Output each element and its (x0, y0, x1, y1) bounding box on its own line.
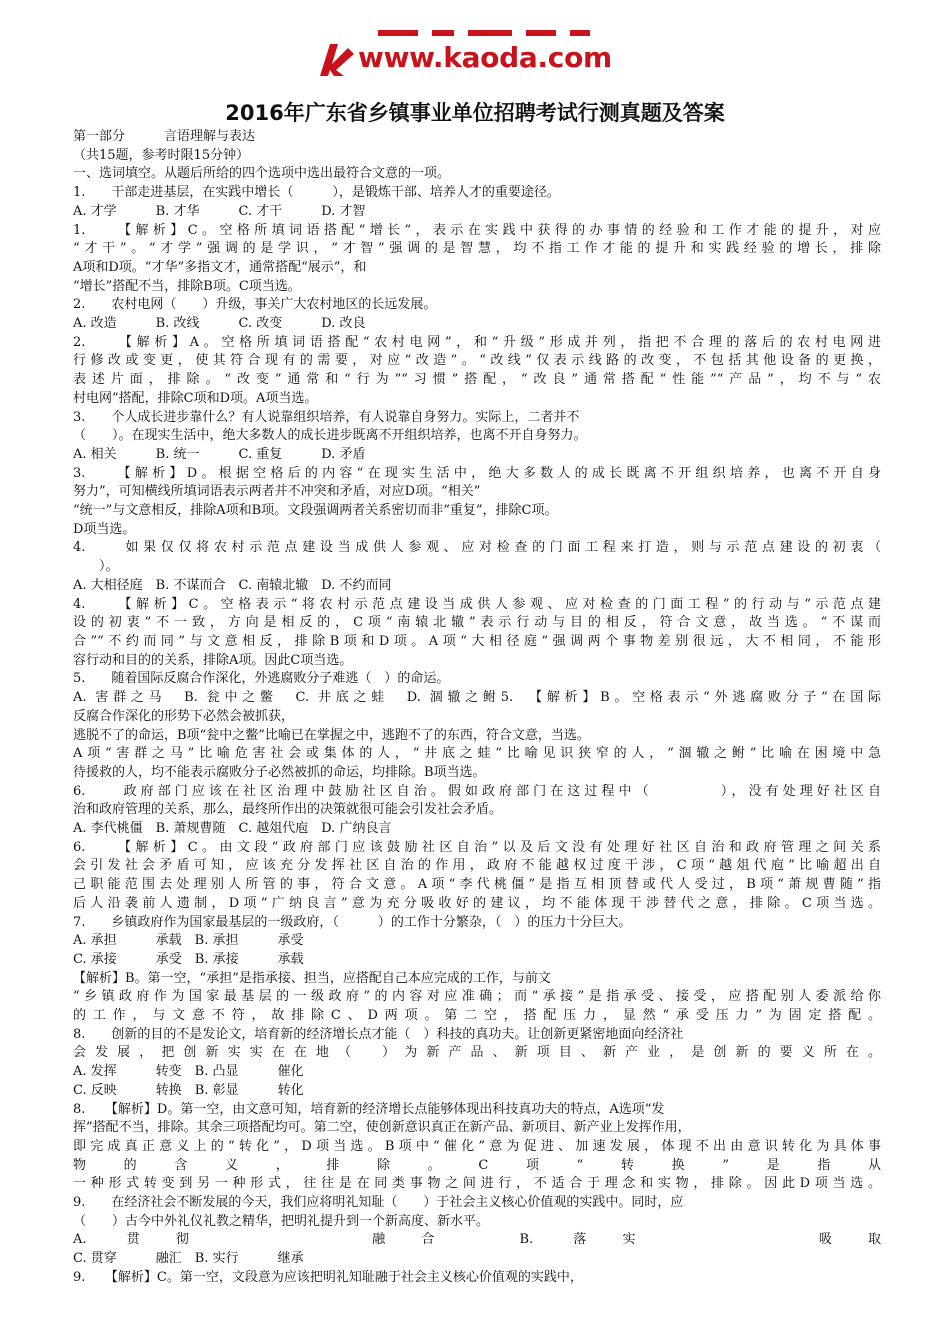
text-line: A. 相关 B. 统一 C. 重复 D. 矛盾 (73, 446, 366, 462)
text-line: 5. 随着国际反腐合作深化，外逃腐败分子难逃（ ）的命运。 (73, 671, 450, 687)
text-line: （ ）古今中外礼仪礼教之精华，把明礼提升到一个新高度、新水平。 (73, 1213, 490, 1229)
text-line: ）。 (73, 559, 119, 575)
text-line: D项当选。 (73, 521, 136, 537)
text-line: 容行动和目的的关系，排除A项。因此C项当选。 (73, 652, 353, 668)
text-line: 7. 乡镇政府作为国家最基层的一级政府，（ ）的工作十分繁杂，（ ）的压力十分巨大。 (73, 914, 632, 930)
logo-top-strokes (378, 30, 608, 40)
text-line: “乡镇政府作为国家最基层的一级政府”的内容对应准确；而“承接”是指承受、接受，应搭配别人委派给你 (73, 989, 881, 1005)
text-line: 行修改或变更，使其符合现有的需要，对应“改造”。“改线”仅表示线路的改变，不包括其他设备的更换， (73, 353, 881, 369)
text-line: 1. 【解析】C。空格所填词语搭配“增长”，表示在实践中获得的办事情的经验和工作才能的提升，对应 (73, 222, 881, 238)
text-line: 治和政府管理的关系，那么，最终所作出的决策就很可能会引发社会矛盾。 (73, 802, 503, 818)
text-line: C. 反映 转换 B. 彰显 转化 (73, 1082, 304, 1098)
text-line: 挥”搭配不当，排除。其余三项搭配均可。第二空，使创新意识真正在新产品、新项目、新产业上发挥作用， (73, 1120, 691, 1136)
text-line: 【解析】B。第一空，“承担”是指承接、担当，应搭配自己本应完成的工作，与前文 (73, 970, 551, 986)
text-line: 2. 农村电网（ ）升级，事关广大农村地区的长远发展。 (73, 297, 437, 313)
text-line: 9. 在经济社会不断发展的今天，我们应将明礼知耻（ ）于社会主义核心价值观的实践中。同时，应 (73, 1195, 684, 1211)
text-line: A. 大相径庭 B. 不谋而合 C. 南辕北辙 D. 不约而同 (73, 577, 392, 593)
text-line: A. 害群之马 B. 瓮中之鳖 C. 井底之蛙 D. 涸辙之鲋5. 【解析】B。空格表示“外逃腐败分子”在国际 (73, 690, 881, 706)
text-line: 9. 【解析】C。第一空，文段意为应该把明礼知耻融于社会主义核心价值观的实践中， (73, 1269, 583, 1285)
text-line: 己职能范围去处理别人所管的事，符合文意。A项“李代桃僵”是指互相顶替或代人受过，B项“萧规曹随”指 (73, 877, 881, 893)
text-line: 8. 创新的目的不是发论文，培育新的经济增长点才能（ ）科技的真功夫。让创新更紧密地面向经济社 (73, 1026, 684, 1042)
text-line: 表述片面，排除。“改变”通常和“行为”“习惯”搭配，“改良”通常搭配“性能”“产品”，均不与“农 (73, 372, 881, 388)
kaoda-mark-icon (318, 42, 354, 78)
text-line: （ ）。在现实生活中，绝大多数人的成长进步既离不开组织培养，也离不开自身努力。 (73, 428, 587, 444)
text-line: 第一部分 言语理解与表达 (73, 129, 256, 144)
text-line: “统一”与文意相反，排除A项和B项。文段强调两者关系密切而非“重复”，排除C项。 (73, 503, 558, 519)
text-line: 逃脱不了的命运，B项“瓮中之鳖”比喻已在掌握之中，逃跑不了的东西，符合文意，当选。 (73, 727, 590, 743)
text-line: 的工作，与文意不符，故排除C、D两项。第二空，搭配压力，显然“承受压力”为固定搭配。 (73, 1008, 881, 1024)
text-line: A. 才学 B. 才华 C. 才干 D. 才智 (73, 203, 366, 219)
text-line: 一、选词填空。从题后所给的四个选项中选出最符合文意的一项。 (73, 166, 451, 182)
text-line: 会发展，把创新实实在在地（ ）为新产品、新项目、新产业，是创新的要义所在。 (73, 1045, 881, 1061)
text-line: “增长”搭配不当，排除B项。C项当选。 (73, 278, 301, 294)
text-line: 物的含义，排除。C项“转换”是指从 (73, 1157, 881, 1173)
text-line: 待援救的人，均不能表示腐败分子必然被抓的命运，均排除。B项当选。 (73, 764, 486, 780)
text-line: “才干”。“才学”强调的是学识，“才智”强调的是智慧，均不指工作才能的提升和实践经验的增长，排除 (73, 241, 881, 257)
text-line: A. 发挥 转变 B. 凸显 催化 (73, 1064, 304, 1080)
logo-text: www.kaoda.com (358, 41, 612, 74)
text-line: A. 贯彻 融合 B. 落实 吸取 (73, 1232, 881, 1248)
text-line: 努力”，可知横线所填词语表示两者并不冲突和矛盾，对应D项。“相关” (73, 484, 481, 500)
text-line: 合”“不约而同”与文意相反，排除B项和D项。A项“大相径庭”强调两个事物差别很远，大不相同，不能形 (73, 633, 881, 649)
text-line: A. 李代桃僵 B. 萧规曹随 C. 越俎代庖 D. 广纳良言 (73, 821, 392, 837)
text-line: A. 改造 B. 改线 C. 改变 D. 改良 (73, 316, 366, 332)
text-line: A项“害群之马”比喻危害社会或集体的人，“井底之蛙”比喻见识狭窄的人，“涸辙之鲋”比喻在困境中急 (73, 746, 881, 762)
text-line: 8. 【解析】D。第一空，由文意可知，培育新的经济增长点能够体现出科技真功夫的特点，A选项“发 (73, 1101, 665, 1117)
text-line: 4. 如果仅仅将农村示范点建设当成供人参观、应对检查的门面工程来打造，则与示范点建设的初衷（ (73, 540, 881, 556)
text-line: C. 承接 承受 B. 承接 承载 (73, 951, 304, 967)
text-line: 反腐合作深化的形势下必然会被抓获， (73, 708, 295, 724)
text-line: 1. 干部走进基层，在实践中增长（ ），是锻炼干部、培养人才的重要途径。 (73, 185, 560, 201)
text-line: 一种形式转变到另一种形式，往往是在同类事物之间进行，不适合于理念和实物，排除。因此D项当选。 (73, 1176, 881, 1192)
text-line: 后人沿袭前人遗制，D项“广纳良言”意为充分吸收好的建议，均不能体现干涉替代之意，排除。C项当选。 (73, 895, 881, 911)
page-title: 2016年广东省乡镇事业单位招聘考试行测真题及答案 (225, 101, 725, 125)
text-line: 6. 政府部门应该在社区治理中鼓励社区自治。假如政府部门在这过程中（ ），没有处理好社区自 (73, 783, 881, 799)
text-line: 6. 【解析】C。由文段“政府部门应该鼓励社区自治”以及后文没有处理好社区自治和政府管理之间关系 (73, 839, 881, 855)
text-line: 村电网”搭配，排除C项和D项。A项当选。 (73, 390, 318, 406)
text-line: A项和D项。“才华”多指文才，通常搭配“展示”，和 (73, 259, 367, 275)
text-line: 3. 个人成长进步靠什么？有人说靠组织培养，有人说靠自身努力。实际上，二者并不 (73, 409, 580, 425)
text-line: 会引发社会矛盾可知，应该充分发挥社区自治的作用，政府不能越权过度干涉，C项“越俎代庖”比喻超出自 (73, 858, 881, 874)
text-line: 设的初衷”不一致，方向是相反的，C项“南辕北辙”表示行动与目的相反，符合文意，故当选。“不谋而 (73, 615, 881, 631)
text-line: 4. 【解析】C。空格表示“将农村示范点建设当成供人参观、应对检查的门面工程”的行动与“示范点建 (73, 596, 881, 612)
text-line: A. 承担 承载 B. 承担 承受 (73, 933, 304, 949)
kaoda-logo[interactable] (318, 38, 648, 82)
text-line: （共15题，参考时限15分钟） (73, 147, 250, 163)
document-body (73, 128, 881, 1288)
text-line: 即完成真正意义上的“转化”，D项当选。B项中“催化”意为促进、加速发展，体现不出由意识转化为具体事 (73, 1138, 881, 1154)
text-line: 2. 【解析】A。空格所填词语搭配“农村电网”，和“升级”形成并列，指把不合理的落后的农村电网进 (73, 334, 881, 350)
text-line: C. 贯穿 融汇 B. 实行 继承 (73, 1251, 304, 1267)
text-line: 3. 【解析】D。根据空格后的内容“在现实生活中，绝大多数人的成长既离不开组织培养，也离不开自身 (73, 465, 881, 481)
